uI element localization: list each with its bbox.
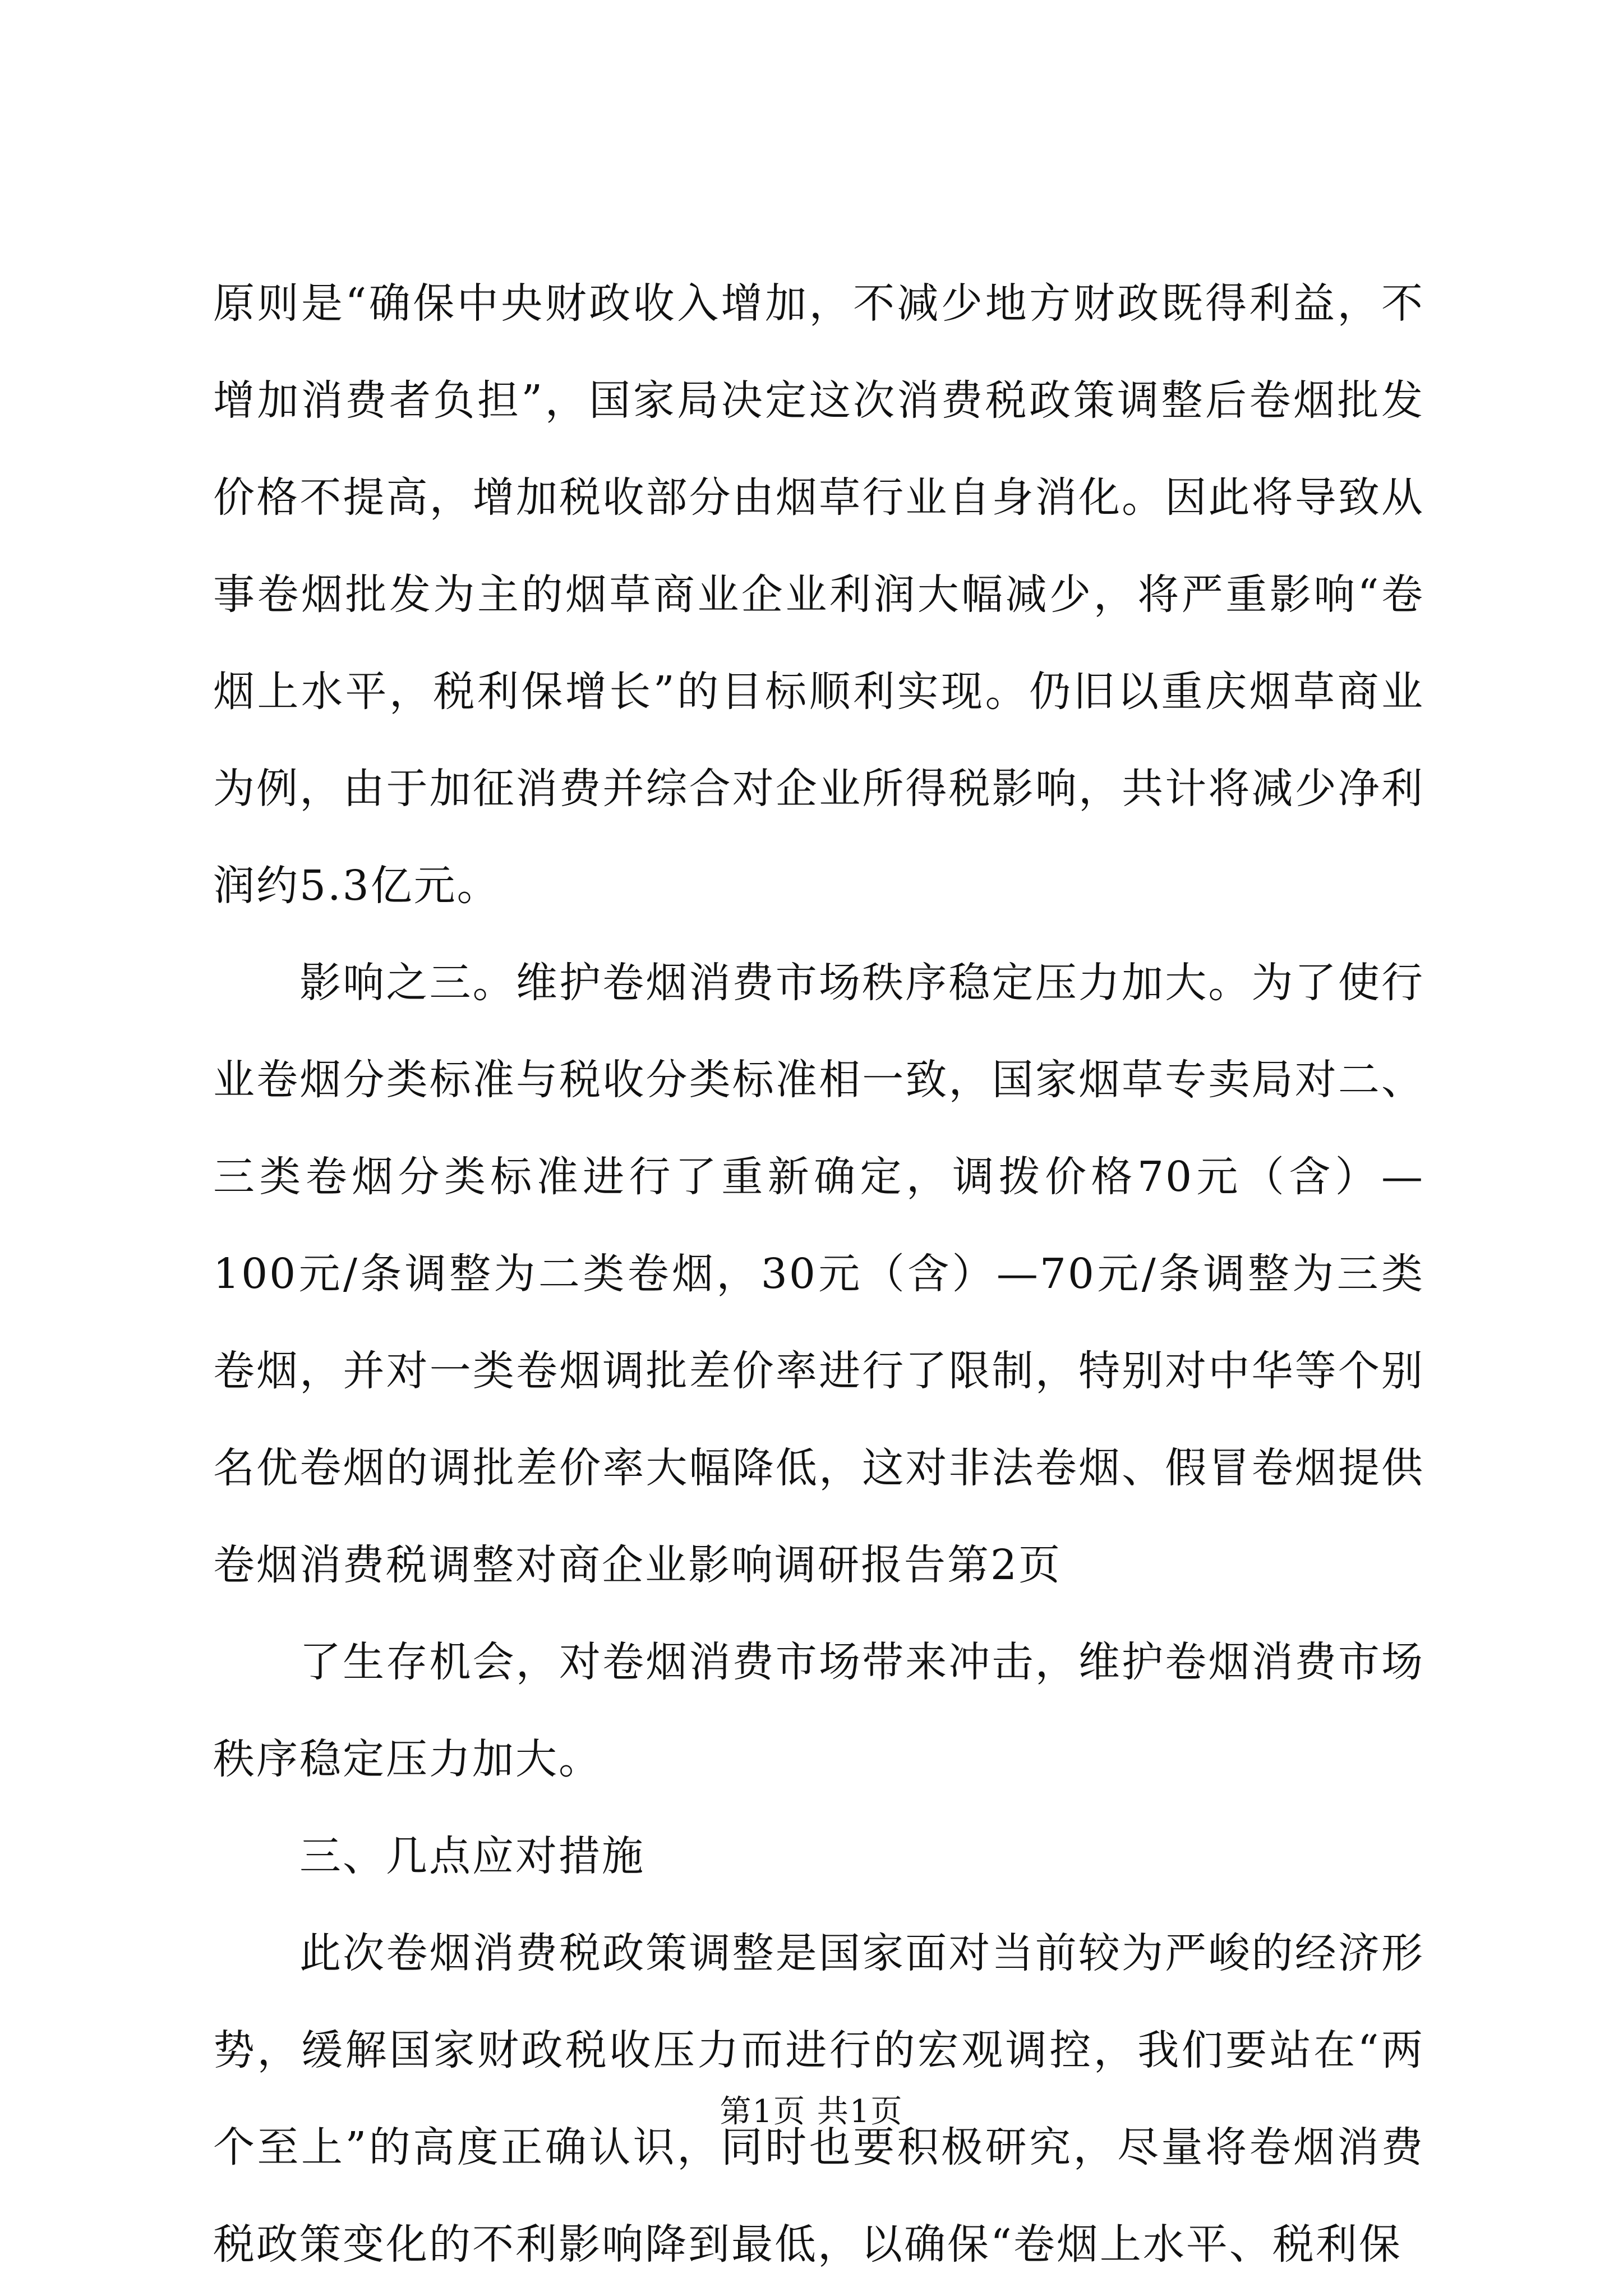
paragraph-measures-intro: 此次卷烟消费税政策调整是国家面对当前较为严峻的经济形势，缓解国家财政税收压力而进行的宏观调控，我们要站在“两个至上”的高度正确认识，同时也要积极研究，尽量将卷烟消费税政策变化的不利影响降到最低，以确保“卷烟上水平、税利保 [213, 1929, 1424, 2269]
paragraph-market-order: 了生存机会，对卷烟消费市场带来冲击，维护卷烟消费市场秩序稳定压力加大。 [213, 1638, 1424, 1783]
paragraph-continued: 原则是“确保中央财政收入增加，不减少地方财政既得利益，不增加消费者负担”，国家局决定这次消费税政策调整后卷烟批发价格不提高，增加税收部分由烟草行业自身消化。因此将导致从事卷烟批发为主的烟草商业企业利润大幅减少，将严重影响“卷烟上水平，税利保增长”的目标顺利实现。仍旧以重庆烟草商业为例，由于加征消费并综合对企业所得税影响，共计将减少净利润约5.3亿元。 [213, 279, 1424, 910]
document-body [213, 255, 1424, 2293]
page-footer: 第1页 共1页 [720, 2093, 903, 2130]
paragraph-impact-three: 影响之三。维护卷烟消费市场秩序稳定压力加大。为了使行业卷烟分类标准与税收分类标准相一致，国家烟草专卖局对二、三类卷烟分类标准进行了重新确定，调拨价格70元（含）—100元/条调整为二类卷烟，30元（含）—70元/条调整为三类卷烟，并对一类卷烟调批差价率进行了限制，特别对中华等个别名优卷烟的调批差价率大幅降低，这对非法卷烟、假冒卷烟提供卷烟消费税调整对商企业影响调研报告第2页 [213, 959, 1424, 1589]
section-heading-measures: 三、几点应对措施 [299, 1832, 645, 1880]
